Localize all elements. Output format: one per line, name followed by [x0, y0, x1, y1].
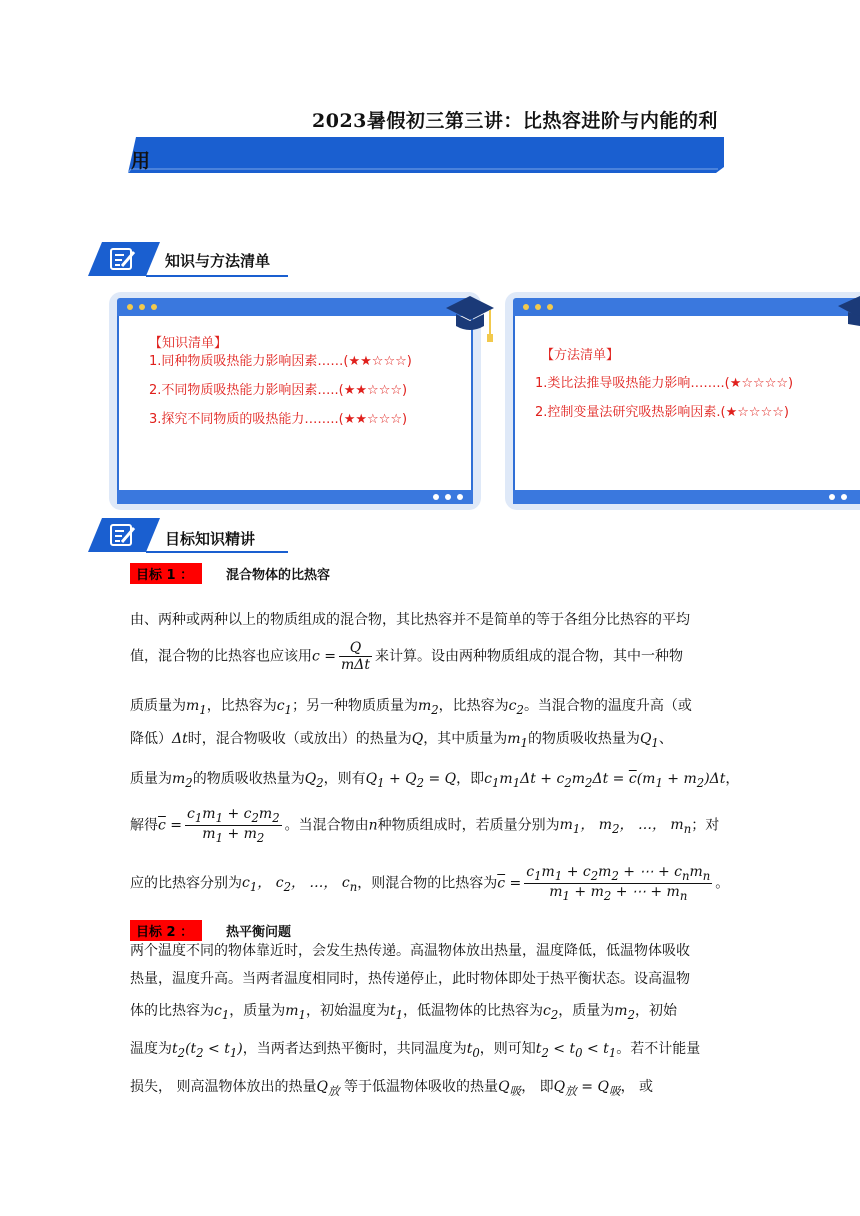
window-dot-icon: [151, 304, 157, 310]
text-run: 的物质吸收热量为: [192, 771, 305, 787]
document-title: 2023暑假初三第三讲：比热容进阶与内能的利: [312, 110, 718, 132]
text-run: ；对: [691, 817, 720, 834]
text-run: 损失， 则高温物体放出的热量: [130, 1079, 317, 1095]
window-dot-icon: [829, 494, 835, 500]
window-dot-icon: [841, 494, 847, 500]
formula: $\overline{c}$ =: [158, 817, 183, 834]
text-run: 体的比热容为: [130, 1003, 214, 1019]
formula: $c_1$: [214, 1003, 230, 1022]
list-item: 1.同种物质吸热能力影响因素……(★★☆☆☆): [149, 354, 412, 369]
formula: $m_1$， $m_2$， …， $m_n$: [559, 817, 692, 837]
text-run: ，当两者达到热平衡时，共同温度为: [242, 1041, 467, 1057]
method-checklist-card: [505, 292, 860, 510]
formula: $m_2$: [417, 698, 439, 717]
text-run: 时，混合物吸收（或放出）的热量为: [187, 731, 412, 747]
text-run: ，比热容为: [438, 698, 509, 714]
list-item: 2.控制变量法研究吸热影响因素.(★☆☆☆☆): [535, 405, 789, 420]
document-title-tail: 用: [131, 150, 151, 172]
formula: $t_2 < t_0 < t_1$: [535, 1041, 617, 1060]
graduation-cap-icon: [444, 292, 496, 344]
paragraph-line: [130, 1076, 653, 1099]
text-run: ，初始温度为: [305, 1003, 390, 1019]
formula: $m_1$: [507, 731, 528, 750]
graduation-cap-icon: [838, 292, 860, 332]
section-title: 目标知识精讲: [165, 530, 256, 548]
text-run: 解得: [130, 817, 158, 834]
text-run: 、: [658, 731, 673, 747]
paragraph-line: 质量为$m_2$的物质吸收热量为$Q_2$，则有$Q_1 + Q_2 = Q$，即$c_1m_1\Delta t + c_2m_2\Delta t = \overline{c}(m_1 + m_2)\Delta t$，: [130, 771, 740, 790]
formula: $c_2$: [543, 1003, 559, 1022]
text-run: 种物质组成时，若质量分别为: [377, 817, 560, 834]
paragraph-line: [130, 940, 690, 960]
formula: $c_1m_1\Delta t + c_2m_2\Delta t = \overline{c}(m_1 + m_2)\Delta t$: [484, 771, 726, 790]
text-run: 应的比热容分别为: [130, 875, 242, 892]
text-run: 的物质吸收热量为: [527, 731, 640, 747]
text-run: ，低温物体的比热容为: [403, 1003, 544, 1019]
text-run: 等于低温物体吸收的热量: [339, 1079, 499, 1095]
text-run: ，则可知: [479, 1041, 536, 1057]
text-run: 两个温度不同的物体靠近时，会发生热传递。高温物体放出热量，温度降低，低温物体吸收: [130, 943, 690, 959]
target-tag: 目标 1 ：: [130, 563, 202, 584]
text-run: ，质量为: [229, 1003, 286, 1019]
card-titlebar: [513, 298, 860, 316]
formula: $m_1$: [186, 698, 207, 717]
text-run: 由、两种或两种以上的物质组成的混合物，其比热容并不是简单的等于各组分比热容的平均: [130, 612, 690, 628]
text-run: ，则混合物的比热容为: [357, 875, 498, 892]
window-dot-icon: [445, 494, 451, 500]
text-run: 值，混合物的比热容也应该用: [130, 648, 312, 665]
text-run: 。若不计能量: [616, 1041, 701, 1057]
text-run: ，质量为: [558, 1003, 615, 1019]
formula: $c_1$: [276, 698, 292, 717]
formula: $Q_1 + Q_2 = Q$: [365, 771, 457, 790]
target-tag: 目标 2 ：: [130, 920, 202, 941]
window-dot-icon: [547, 304, 553, 310]
text-run: ，即: [456, 771, 485, 787]
window-dot-icon: [535, 304, 541, 310]
card-footerbar: [513, 490, 860, 504]
formula: $Q_放 = Q_吸$: [553, 1079, 621, 1098]
section-header-targets: [88, 518, 298, 554]
formula: $t_2(t_2 < t_1)$: [172, 1041, 243, 1060]
formula: $Q_放$: [316, 1079, 340, 1098]
window-dot-icon: [127, 304, 133, 310]
fraction: $\frac{c_1m_1 + c_2m_2 + \cdots + c_nm_n}{m_1 + m_2 + \cdots + m_n}$: [526, 864, 711, 903]
text-run: 降低）: [130, 731, 172, 747]
text-run: ，其中质量为: [423, 731, 508, 747]
title-banner: [128, 137, 724, 173]
card-titlebar: [117, 298, 473, 316]
formula: Δt: [172, 731, 188, 747]
formula: Q: [411, 731, 424, 747]
text-run: ，则有: [323, 771, 366, 787]
formula: $m_1$: [285, 1003, 306, 1022]
text-run: 温度为: [130, 1041, 172, 1057]
card-footerbar: [117, 490, 473, 504]
text-run: 来计算。设由两种物质组成的混合物，其中一种物: [375, 648, 684, 665]
formula: $t_1$: [389, 1003, 404, 1022]
notepad-icon: [108, 246, 138, 272]
list-item: 3.探究不同物质的吸热能力……..(★★☆☆☆): [149, 412, 408, 427]
text-run: ；另一种物质质量为: [291, 698, 418, 714]
formula: $c_2$: [508, 698, 524, 717]
formula: $m_2$: [172, 771, 193, 790]
target-title: 热平衡问题: [226, 925, 292, 940]
section-title: 知识与方法清单: [165, 252, 271, 270]
paragraph-line: [130, 728, 673, 750]
card-heading: 【方法清单】: [541, 348, 620, 363]
list-item: 2.不同物质吸热能力影响因素…..(★★☆☆☆): [149, 383, 408, 398]
text-run: 热量，温度升高。当两者温度相同时，热传递停止，此时物体即处于热平衡状态。设高温物: [130, 971, 690, 987]
paragraph-line: [130, 609, 690, 629]
window-dot-icon: [139, 304, 145, 310]
list-item: 1.类比法推导吸热能力影响……..(★☆☆☆☆): [535, 376, 794, 391]
paragraph-line: [130, 968, 690, 988]
formula: $c_1$， $c_2$， …， $c_n$: [242, 875, 358, 895]
paragraph-line: [130, 864, 729, 903]
window-dot-icon: [523, 304, 529, 310]
formula: $Q_吸$: [498, 1079, 522, 1098]
formula: c =: [312, 648, 337, 665]
text-run: 质质量为: [130, 698, 186, 714]
text-run: 质量为: [130, 771, 172, 787]
text-run: ，比热容为: [206, 698, 277, 714]
window-dot-icon: [457, 494, 463, 500]
knowledge-checklist-card: [109, 292, 481, 510]
text-run: ， 或: [620, 1079, 654, 1095]
target-title: 混合物体的比热容: [226, 568, 331, 583]
fraction: $\frac{Q}{\text{mΔt}}$: [341, 640, 371, 673]
notepad-icon: [108, 522, 138, 548]
card-heading: 【知识清单】: [149, 336, 228, 351]
formula: $m_2$: [614, 1003, 635, 1022]
text-run: 。当混合物的温度升高（或: [523, 698, 692, 714]
formula: $t_0$: [466, 1041, 480, 1060]
window-dot-icon: [433, 494, 439, 500]
text-run: ，初始: [635, 1003, 677, 1019]
text-run: 。: [715, 875, 730, 892]
fraction: $\frac{c_1m_1 + c_2m_2}{m_1 + m_2}$: [187, 806, 280, 845]
formula: $Q_2$: [304, 771, 324, 790]
paragraph-line: [130, 1038, 700, 1060]
formula: $Q_1$: [639, 731, 659, 750]
paragraph-line: [130, 640, 683, 673]
paragraph-line: [130, 806, 719, 845]
text-run: 。当混合物由: [284, 817, 369, 834]
paragraph-line: [130, 695, 692, 717]
formula: $\overline{c}$ =: [497, 875, 522, 892]
paragraph-line: [130, 1000, 677, 1022]
section-header-checklist: [88, 242, 298, 278]
formula: n: [368, 817, 378, 834]
text-run: ， 即: [521, 1079, 554, 1095]
